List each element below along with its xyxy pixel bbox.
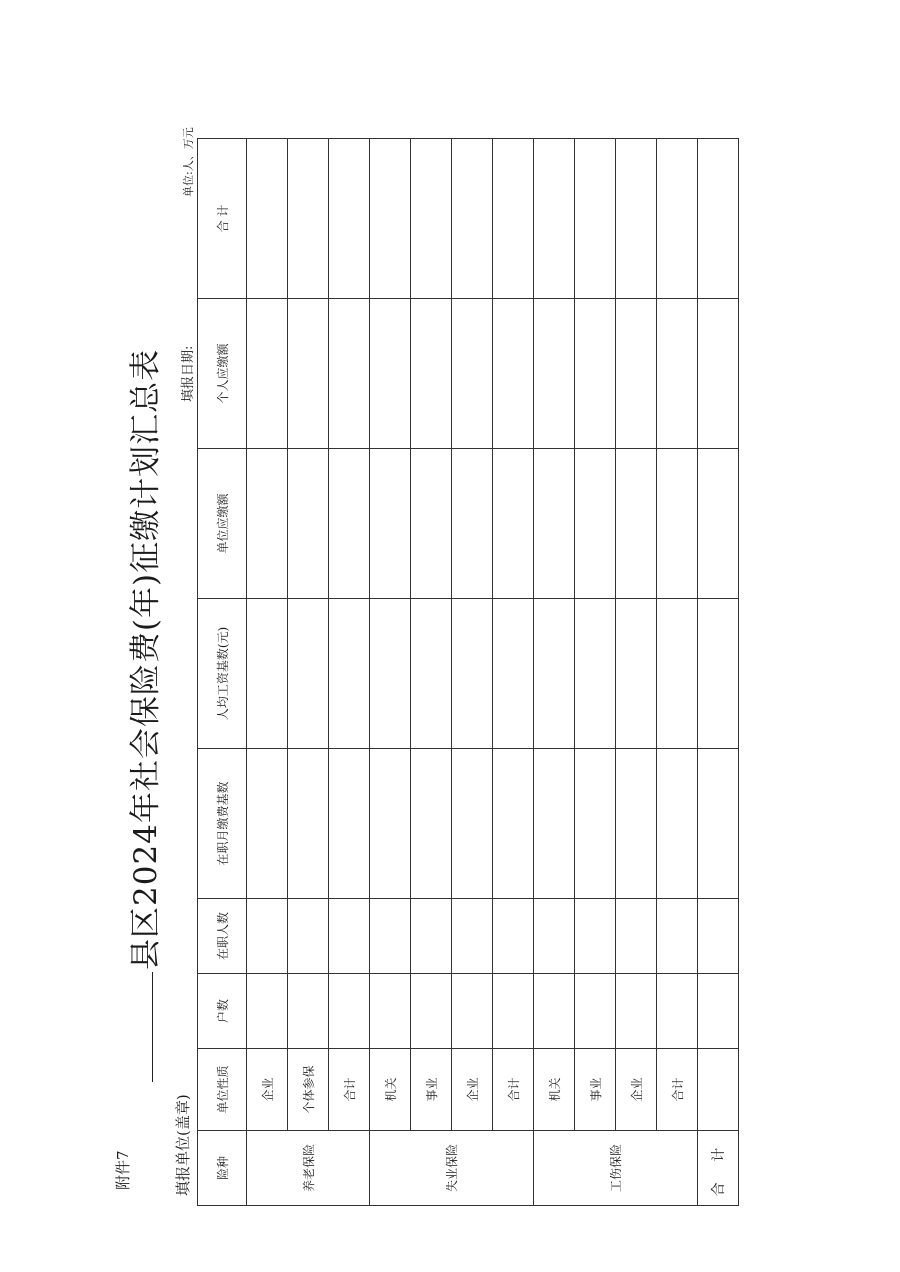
nature-cell: 机关 <box>370 1049 411 1131</box>
summary-table <box>197 138 739 1206</box>
table-row <box>247 139 288 1206</box>
nature-cell: 事业 <box>575 1049 616 1131</box>
table-row <box>534 139 575 1206</box>
page-title: 县区2024年社会保险费(年)征缴计划汇总表 <box>128 348 164 970</box>
nature-cell: 机关 <box>534 1049 575 1131</box>
nature-cell: 企业 <box>247 1049 288 1131</box>
header-employees: 在职人数 <box>198 899 247 974</box>
table-row <box>575 139 616 1206</box>
table-row <box>370 139 411 1206</box>
header-unit-payable: 单位应缴额 <box>198 449 247 599</box>
group-injury: 工伤保险 <box>534 1131 698 1206</box>
attachment-label: 附件7 <box>114 1150 132 1190</box>
header-insurance: 险种 <box>198 1131 247 1206</box>
group-pension: 养老保险 <box>247 1131 370 1206</box>
nature-cell: 合计 <box>657 1049 698 1131</box>
table-row <box>329 139 370 1206</box>
report-date-label: 填报日期: <box>181 345 196 402</box>
header-row <box>198 139 247 1206</box>
header-monthly-base: 在职月缴费基数 <box>198 749 247 899</box>
nature-cell: 个体参保 <box>288 1049 329 1131</box>
table-row <box>493 139 534 1206</box>
table-row <box>288 139 329 1206</box>
table-row <box>657 139 698 1206</box>
nature-cell: 企业 <box>616 1049 657 1131</box>
header-total: 合 计 <box>198 139 247 299</box>
header-unit-nature: 单位性质 <box>198 1049 247 1131</box>
table-row <box>411 139 452 1206</box>
header-avg-wage: 人均工资基数(元) <box>198 599 247 749</box>
header-personal-payable: 个人应缴额 <box>198 299 247 449</box>
nature-cell: 事业 <box>411 1049 452 1131</box>
grand-total-label: 合 计 <box>698 1131 739 1206</box>
table-row <box>616 139 657 1206</box>
nature-cell: 合计 <box>493 1049 534 1131</box>
reporting-unit-label: 填报单位(盖章) <box>174 1094 192 1196</box>
title-blank-line <box>152 972 153 1082</box>
grand-total-row <box>698 139 739 1206</box>
group-unemployment: 失业保险 <box>370 1131 534 1206</box>
unit-label: 单位:人、万元 <box>182 127 195 197</box>
header-households: 户数 <box>198 974 247 1049</box>
table-row <box>452 139 493 1206</box>
nature-cell: 企业 <box>452 1049 493 1131</box>
nature-cell: 合计 <box>329 1049 370 1131</box>
